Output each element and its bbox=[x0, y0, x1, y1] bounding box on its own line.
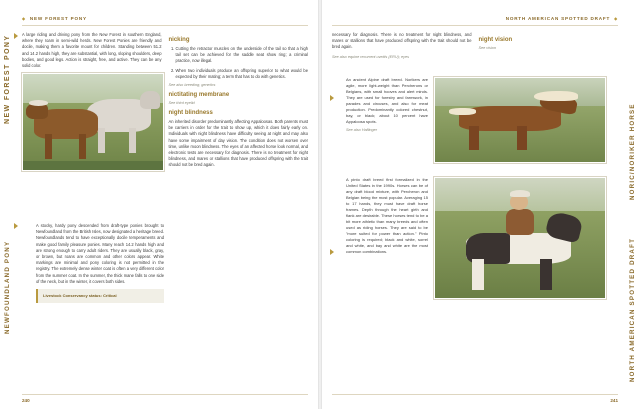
night-blindness-carryover: necessary for diagnosis. There is no treatment for night blindness, and mares or stallions that have produced offspring with the trait should not be bred again. bbox=[332, 32, 472, 50]
heading-nictitating-membrane: nictitating membrane bbox=[168, 92, 230, 99]
bullet-arrow-icon-4 bbox=[330, 249, 334, 255]
bullet-arrow-icon bbox=[14, 33, 18, 39]
noriker-photo-wrap bbox=[434, 77, 604, 163]
heading-night-vision: night vision bbox=[478, 37, 513, 43]
night-blindness-text: An inherited disorder predominantly affecting Appaloosas. Both parents must be carriers in order for the trait to show up, which it does fairly early on. Individuals with night blindness have difficulty seeing at night and may also have some impairment of day vision. The condition does not worsen over time, unlike moon blindness. The eyes of an affected horse look normal, and electronic tests are necessary for diagnosis. There is no treatment for night blindness, and mares or stallions that have produced offspring with the trait should not be bred again. bbox=[168, 119, 308, 168]
right-page bbox=[320, 0, 640, 409]
spotted-draft-photo bbox=[434, 177, 606, 299]
spotted-draft-entry bbox=[332, 177, 618, 299]
left-page-number: 240 bbox=[22, 398, 30, 403]
spotted-draft-text: A pinto draft breed first formalized in the United States in the 1990s. Horses can be of any draft blood mixture, with Percheron and Belgian being the most popular. Averaging 15 to 17 hands, they must have draft horse frames. Depth through the heart girth and flank are desirable. These horses tend to be a bit more athletic than many breeds and often used as riding horses. They are said to be "more suited for power than action." Pinto coloring is required; black and white, sorrel and white, and bay and white are the most common combinations. bbox=[346, 176, 428, 254]
left-column-1 bbox=[22, 32, 162, 173]
noriker-horse-photo bbox=[434, 77, 606, 163]
heading-nicking: nicking bbox=[168, 37, 190, 43]
breed-title-noriker-horse: NORIC/NORIKER HORSE bbox=[629, 103, 636, 200]
left-running-head bbox=[22, 14, 308, 22]
breed-title-new-forest-pony: NEW FOREST PONY bbox=[4, 34, 11, 124]
spotted-draft-text-col bbox=[346, 177, 428, 299]
breed-title-newfoundland-pony: NEWFOUNDLAND PONY bbox=[4, 240, 11, 334]
breed-title-north-american-spotted-draft: NORTH AMERICAN SPOTTED DRAFT bbox=[629, 237, 636, 382]
left-column-2 bbox=[169, 32, 309, 173]
right-running-head-label: NORTH AMERICAN SPOTTED DRAFT bbox=[505, 15, 611, 21]
right-column-2 bbox=[479, 32, 619, 63]
left-columns bbox=[22, 32, 308, 173]
header-rule bbox=[22, 25, 308, 26]
spotted-draft-photo-wrap bbox=[434, 177, 604, 299]
left-running-head-label: NEW FOREST PONY bbox=[29, 15, 87, 21]
nictitating-see-also[interactable]: See third eyelid bbox=[168, 101, 195, 106]
night-vision-see-also[interactable]: See vision bbox=[478, 46, 497, 50]
night-blindness-see-also[interactable]: See also equine recurrent uveitis (ERU); eyes bbox=[332, 54, 410, 59]
nicking-definitions bbox=[169, 46, 309, 80]
diamond-icon-right: ◆ bbox=[614, 15, 618, 21]
nicking-definition-2: 2. When two individuals produce an offspring superior to what would be expected by their mating; a term that has to do with genetics. bbox=[176, 68, 309, 80]
noriker-see-also[interactable]: See also Haflinger bbox=[346, 127, 378, 132]
right-running-head bbox=[332, 14, 618, 22]
nicking-definition-1: 1. Cutting the retractor muscles on the underside of the tail so that a high tail set can be achieved for the saddle seat show ring; a criminal practice, now illegal. bbox=[176, 46, 309, 65]
conservancy-status-box bbox=[36, 289, 164, 303]
new-forest-pony-intro: A large riding and driving pony from the New Forest in southern England, where they roam in semi-wild herds. New Forest Ponies are friendly and docile, making them a favorite mount for children. Standing between 51.2 and 14.2 hands high, they are substantial, with long, sloping shoulders, deep bodies, and good legs. Action is straight, free, and active. They can be any solid color. bbox=[22, 32, 162, 69]
bullet-arrow-icon-2 bbox=[14, 223, 18, 229]
right-page-number: 241 bbox=[610, 398, 618, 403]
bullet-arrow-icon-3 bbox=[330, 95, 334, 101]
new-forest-pony-photo bbox=[22, 73, 164, 171]
noriker-entry bbox=[332, 77, 618, 163]
header-rule-right bbox=[332, 25, 618, 26]
right-columns bbox=[332, 32, 618, 63]
nicking-see-also[interactable]: See also breeding; genetics bbox=[168, 83, 216, 88]
right-column-1 bbox=[332, 32, 472, 63]
conservancy-status-text: Livestock Conservancy status: Critical bbox=[43, 293, 117, 299]
noriker-text: An ancient Alpine draft breed. Norikers are agile, more light-weight than Percherons or Belgians, with small hooves and alert minds. They are used for forestry and farmwork, in parades and circuses, and also for meat production. Predominantly colored chestnut, bay, or black; about 10 percent have Appaloosa spots. bbox=[346, 76, 428, 124]
right-footer-rule bbox=[332, 394, 618, 395]
heading-night-blindness: night blindness bbox=[168, 110, 213, 117]
newfoundland-pony-text: A stocky, hardy pony descended from draft-type ponies brought to Newfoundland from the British Isles, now designated a heritage breed. Newfoundlands tend to have exceptionally docile temperaments and make good family pleasure ponies. Many reach 14.2 hands high and are strong enough to carry adult riders. They are usually black, gray, or brown, but roans are common and other colors appear. White markings are minimal and pony coloring is not permitted in the registry. The extremely dense winter coat is often a very different color from the summer coat. In the summer, the thick mane falls to one side of the neck, but in the winter, it covers both sides. bbox=[36, 223, 164, 284]
newfoundland-pony-block bbox=[22, 223, 164, 303]
diamond-icon: ◆ bbox=[22, 15, 26, 21]
noriker-text-col bbox=[346, 77, 428, 163]
left-footer-rule bbox=[22, 394, 308, 395]
